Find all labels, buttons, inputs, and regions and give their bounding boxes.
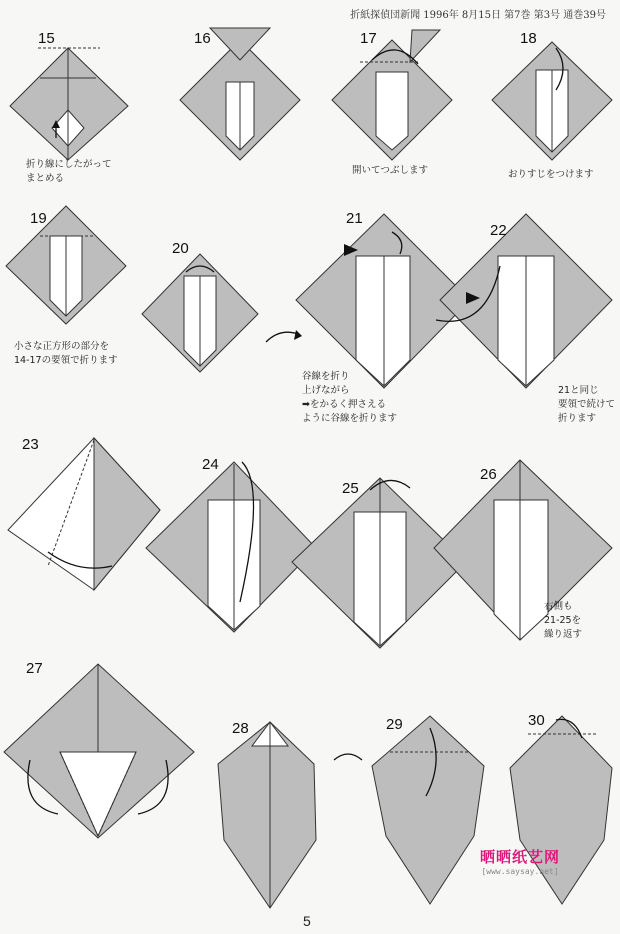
- caption-step-19: 小さな正方形の部分を 14-17の要領で折ります: [14, 341, 118, 366]
- page-header: 折紙探偵団新聞 1996年 8月15日 第7巻 第3号 通巻39号: [350, 10, 606, 21]
- step-number: 26: [480, 466, 497, 483]
- diagram-21-22: [296, 214, 612, 388]
- diagram-16: [180, 28, 300, 160]
- step-number: 18: [520, 30, 537, 47]
- step-number: 28: [232, 720, 249, 737]
- step-number: 22: [490, 222, 507, 239]
- step-number: 29: [386, 716, 403, 733]
- step-number: 24: [202, 456, 219, 473]
- step-number: 23: [22, 436, 39, 453]
- diagram-23: [8, 438, 160, 590]
- diagram-18: [492, 42, 612, 160]
- step-number: 20: [172, 240, 189, 257]
- step-number: 16: [194, 30, 211, 47]
- diagram-24: [146, 462, 316, 632]
- diagram-20: [142, 254, 302, 372]
- page-number: 5: [303, 913, 311, 929]
- watermark-url: [www.saysay.net]: [481, 867, 559, 876]
- step-number: 27: [26, 660, 43, 677]
- diagram-26: [434, 460, 612, 640]
- diagram-28: [218, 722, 362, 908]
- step-number: 19: [30, 210, 47, 227]
- step-number: 17: [360, 30, 377, 47]
- caption-step-18: おりすじをつけます: [508, 169, 594, 180]
- caption-step-26: 右側も 21-25を 繰り返す: [544, 601, 583, 640]
- diagram-19: [6, 206, 126, 324]
- diagram-17: [332, 30, 452, 160]
- caption-step-15: 折り線にしたがって まとめる: [26, 159, 112, 184]
- watermark-logo: 晒晒纸艺网: [479, 848, 560, 866]
- caption-step-17: 開いてつぶします: [352, 165, 429, 176]
- caption-step-22: 21と同じ 要領で続けて 折ります: [558, 385, 616, 424]
- diagram-27: [4, 664, 194, 838]
- watermark: [468, 846, 572, 876]
- step-number: 21: [346, 210, 363, 227]
- diagram-15: [10, 48, 128, 160]
- diagram-25: [292, 478, 466, 648]
- step-number: 15: [38, 30, 55, 47]
- step-number: 30: [528, 712, 545, 729]
- caption-step-21: 谷線を折り 上げながら ➡をかるく押さえる ように谷線を折ります: [302, 371, 398, 424]
- step-number: 25: [342, 480, 359, 497]
